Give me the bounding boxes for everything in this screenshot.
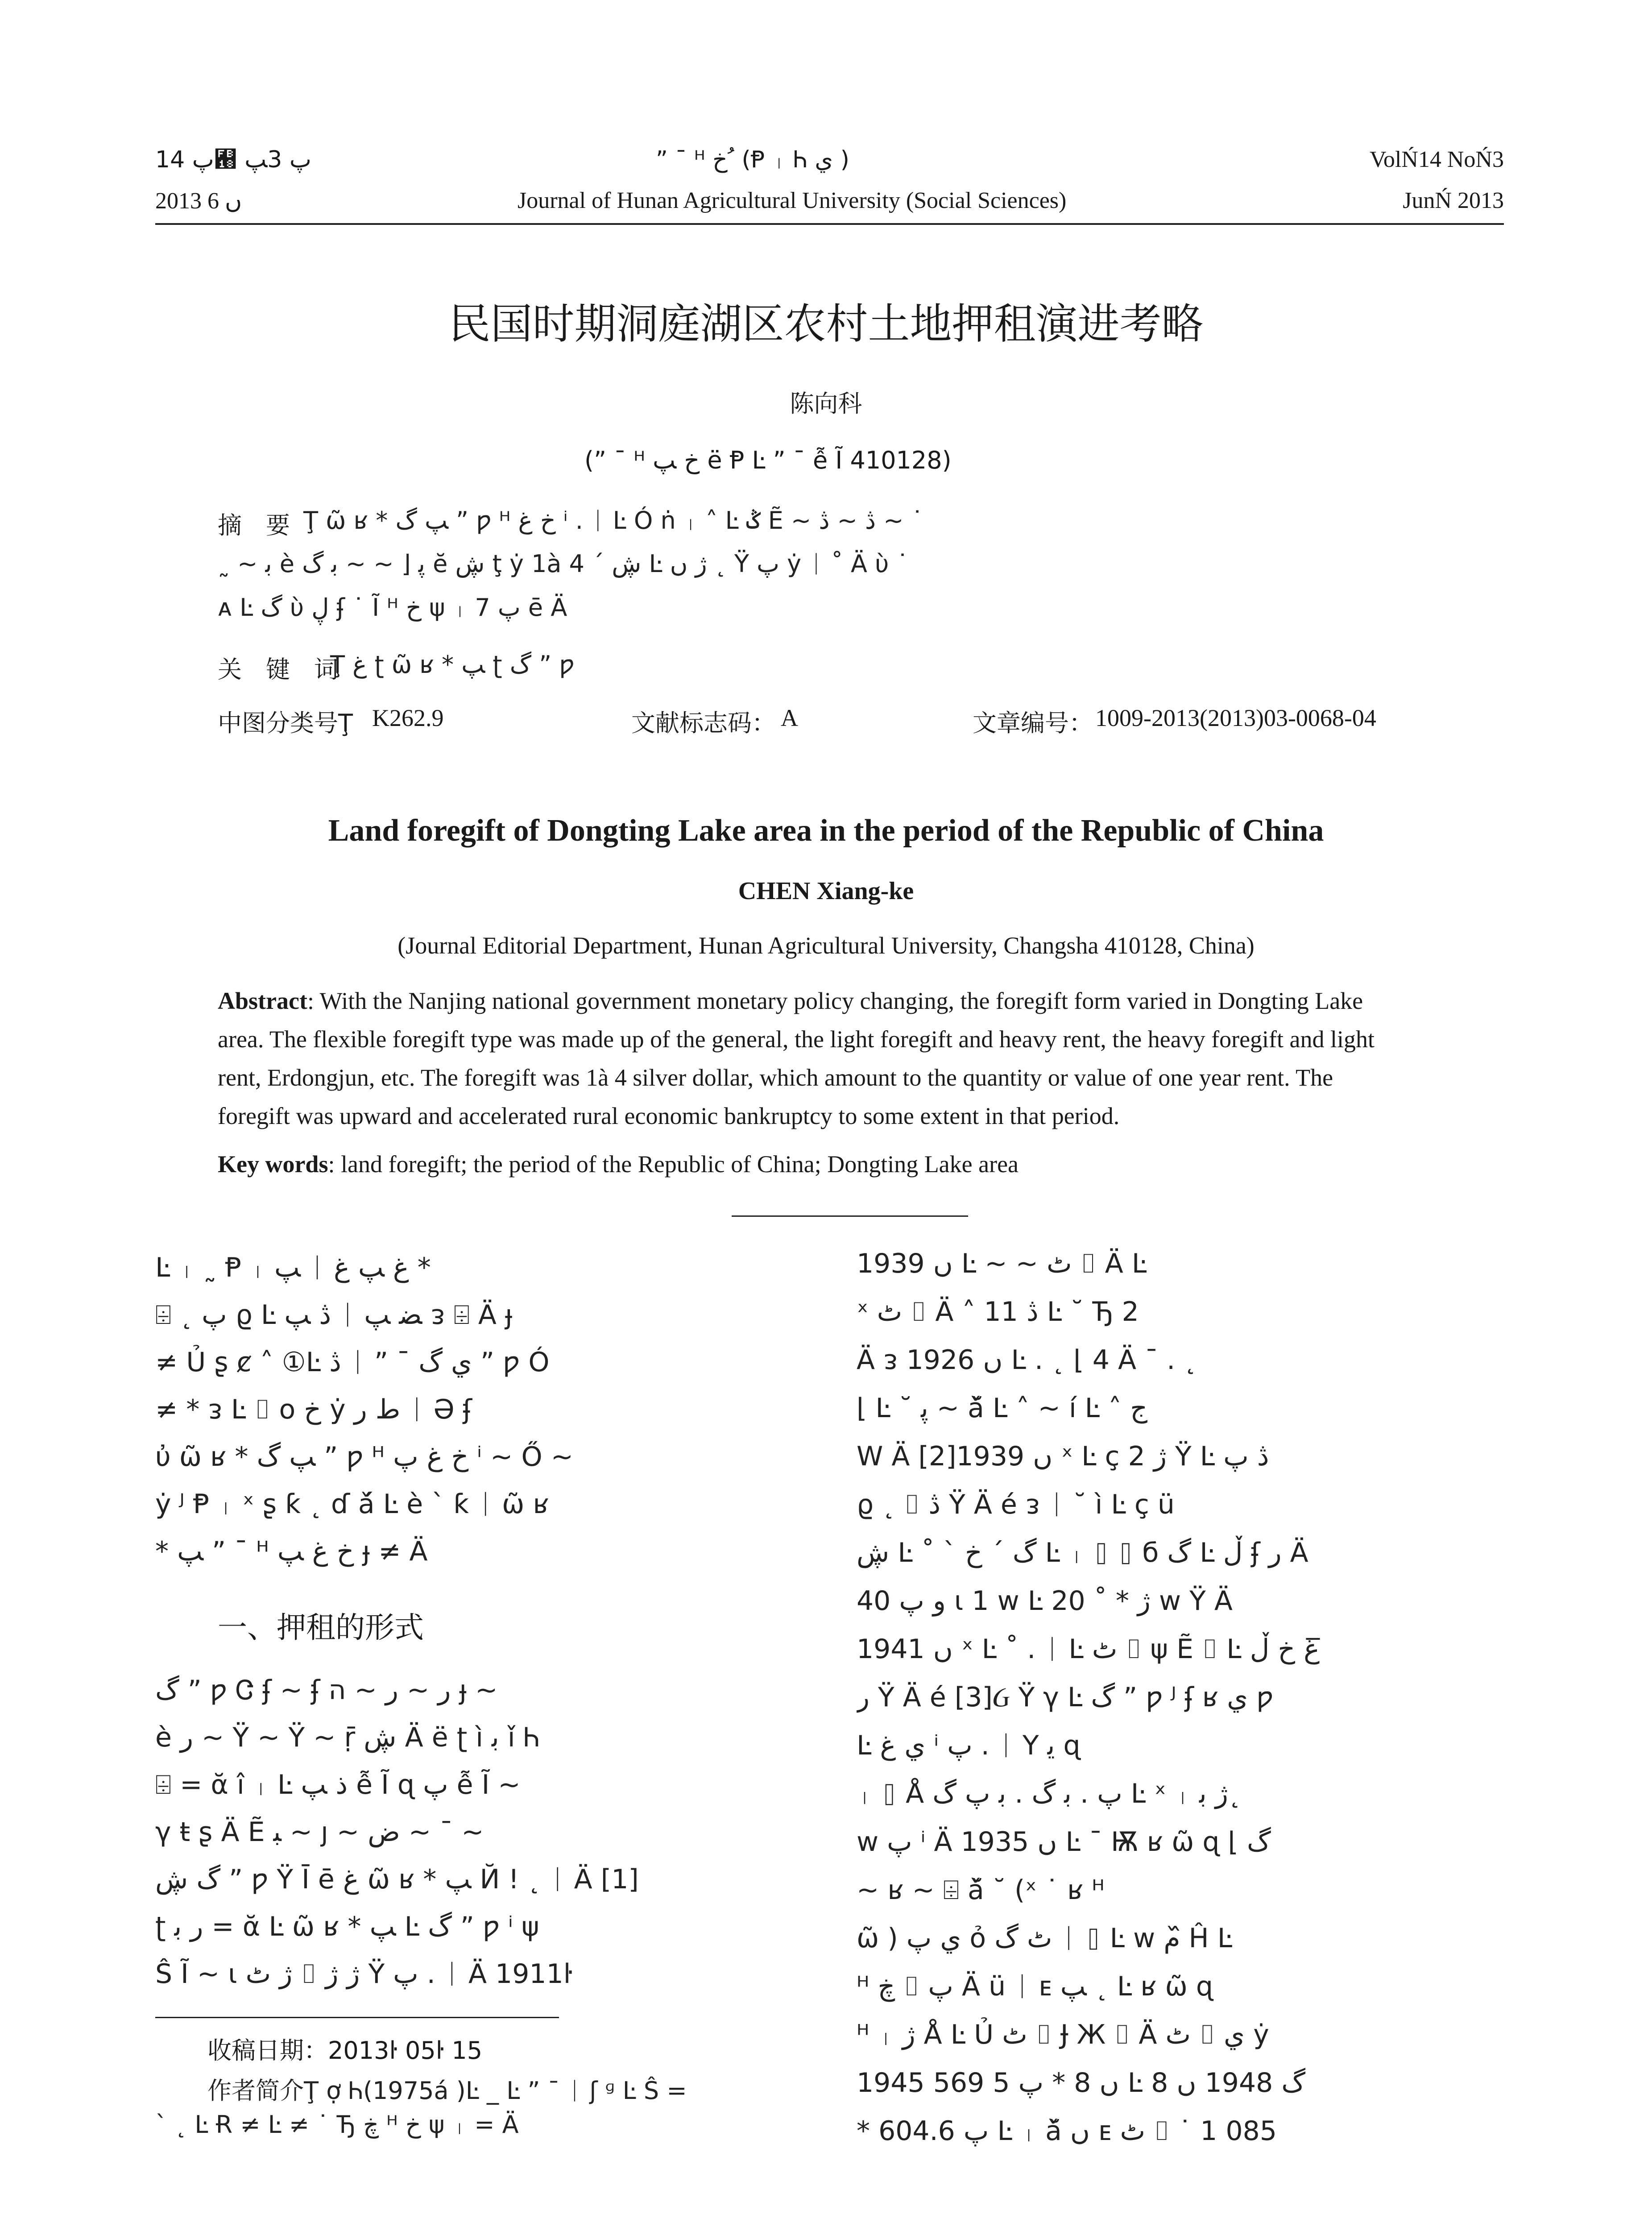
body-line: * پ 604.6 Ŀ ᛧ ǎ̆ ں ᴇ ٹ ⌷ ˙ 1 085 bbox=[857, 2115, 1277, 2147]
body-line: ≠ Ủ ʂ ȼ ˄ ①Ŀ ڎ ᛁ ” ¯ ي گ ” ƿ Ó bbox=[155, 1347, 550, 1378]
article-title-zh: 民国时期洞庭湖区农村土地押租演进考略 bbox=[448, 300, 1204, 348]
abstract-line-zh: Ţ ῶ ʁ * ﭗ گ ” ƿ ᴴ خ غ ⁱ . ᛁ Ŀ Ó ṅ ᛧ ˄ Ŀ ݣ Ẽ ~ ڎ ~ ڎ ~ ˙ bbox=[303, 506, 923, 535]
left-column-text bbox=[155, 1244, 573, 1575]
header-journal-zh: ” ¯ ᴴ خ ُ (Ᵽ ᛧ Ꮒ ي ) bbox=[656, 146, 849, 173]
abstract-line-en: area. The flexible foregift type was made up of the general, the light foregift and heavy rent, the heavy foregift and light bbox=[218, 1026, 1375, 1053]
keywords-en bbox=[218, 1150, 1019, 1178]
affiliation-en: (Journal Editorial Department, Hunan Agricultural University, Changsha 410128, China) bbox=[397, 932, 1255, 959]
body-line: ᴴ ڿ ⌷ پ Ä ü ᛁ ᴇ ﭗ ˛ Ŀ ʁ ῶ ɋ bbox=[857, 1971, 1213, 2002]
section-heading: 一、押租的形式 bbox=[218, 1610, 424, 1645]
body-line: ر Ÿ Ä é [3]Ᏽ Ÿ γ Ŀ گ ” ƿ ᴶ ʄ ʁ ي ƿ bbox=[857, 1682, 1274, 1713]
body-line: 1939 ں Ŀ ~ ~ ٹ ⌷ Ä Ŀ bbox=[857, 1248, 1147, 1279]
clc-value: K262.9 bbox=[372, 705, 444, 731]
body-line: ~ ʁ ~ ⌹ ǎ̆ ˘ (ˣ ˙ ʁ ᴴ bbox=[857, 1874, 1105, 1906]
body-line: Ŀ ᛧ ˷ Ᵽ ᛧ ﭗ ᛁ غ ﭗ غ * bbox=[155, 1252, 431, 1283]
keywords-text-en: : land foregift; the period of the Republic of China; Dongting Lake area bbox=[328, 1151, 1019, 1178]
abstract-line-en: rent, Erdongjun, etc. The foregift was 1à 4 silver dollar, which amount to the quantity or value of one year rent. The bbox=[218, 1064, 1333, 1091]
article-number-value: 1009-2013(2013)03-0068-04 bbox=[1095, 705, 1376, 731]
affiliation-zh: (” ¯ ᴴ خ ﭗ ë Ᵽ Ŀ ” ¯ ễ Ĩ 410128) bbox=[584, 446, 952, 474]
keywords-label-zh: 关 键 词 bbox=[218, 655, 338, 684]
abstract-line-en: : With the Nanjing national government monetary policy changing, the foregift form varied in Dongting Lake bbox=[307, 987, 1363, 1014]
body-line: ڜ Ŀ ˚ ` گ ´ خ Ŀ ᛧ ⌷ ⌷ б گ Ŀ ڵ ʄ ر Ä bbox=[857, 1537, 1308, 1568]
body-line: ʈ ر ﺑ = ᾰ Ŀ ῶ ʁ * ﭗ Ŀ گ ” ƿ ⁱ ψ bbox=[155, 1911, 539, 1942]
header-journal-en: Journal of Hunan Agricultural University (Social Sciences) bbox=[518, 188, 1067, 213]
clc-label: 中图分类号Ţ bbox=[218, 709, 353, 737]
body-line: و پ 40 ɩ 1 w Ŀ ژ * ˚ 20 w Ÿ Ä bbox=[857, 1585, 1233, 1617]
body-line: ẏ ᴶ Ᵽ ᛧ ˣ ʂ ƙ ˛ ɗ ǎ́ Ŀ è ` ƙ ᛁ ῶ ʁ bbox=[155, 1489, 549, 1520]
body-line: W Ä [2]1939 ں ˣ Ŀ ç 2 ژ Ÿ Ŀ ڎ پ bbox=[857, 1441, 1269, 1472]
section-divider bbox=[732, 1215, 968, 1217]
keywords-zh: Ţ غ ʈ ῶ ʁ * ﭗ ʈ گ ” ƿ bbox=[330, 651, 575, 679]
body-line: گ ” ƿ Ꮳ ʄ ~ ʄ ر ~ ر ~ ה ɟ ~ bbox=[155, 1675, 498, 1706]
body-line: ⌹ ˛ پ ϱ Ŀ ڎ ﭗ ᛁ ﻀ ﭗ ᴈ ⌹ Ä ɟ bbox=[155, 1299, 513, 1331]
body-line: ⌊ Ŀ ˘ ﭘ ~ ǎ̆ Ŀ ˄ ~ í Ŀ ˄ ج bbox=[857, 1393, 1147, 1424]
abstract-line-zh: ᴀ Ŀ گ ὺ ڸ ʄ ˙ Ĩ ᴴ خ ψ ᛧ پ 7 ē Ä bbox=[218, 593, 567, 622]
body-line: ᛧ ⌷ Å پ . ﺑ گ . ﺑ پ گ Ŀ ˣ ᛧ ژ ﺑ˛ bbox=[857, 1778, 1242, 1809]
abstract-line-en: foregift was upward and accelerated rural economic bankruptcy to some extent in that period. bbox=[218, 1103, 1120, 1129]
body-line: ⌹ = ᾰ î ᛧ Ŀ ذ ﭗ ễ Ĩ ɋ پ ễ Ĩ ~ bbox=[155, 1769, 521, 1800]
doc-code-value: A bbox=[781, 705, 798, 731]
footnote-rule bbox=[155, 2017, 559, 2018]
body-line: ῶ ) ي پ ỏ ٹ گ ᛁ ⌷ Ŀ w م ᷈Ĥ Ŀ bbox=[857, 1923, 1233, 1954]
abstract-en bbox=[218, 987, 1363, 1015]
left-column-text-2 bbox=[155, 1667, 639, 1998]
body-line: 1941 ں ˣ Ŀ ˚ . ᛁ Ŀ ٹ ⌷ ψ Ẽ ⌷ Ŀ غ خ ڵ ̅ bbox=[857, 1634, 1329, 1665]
footnote-author: 作者简介Ţ ợ Ꮒ(1975á )Ŀ _ Ŀ ” ¯ ᛁ ʃ ᶢ Ŀ Ŝ = bbox=[207, 2077, 687, 2105]
header-date-en: JunŃ 2013 bbox=[1403, 188, 1504, 213]
body-line: * ﭗ ” ¯ ᴴ خ غ ﭗ ɟ ≠ Ä bbox=[155, 1536, 428, 1567]
body-line: Ŀ ي غ ⁱ پ . ᛁ Y ﻳ ɋ bbox=[857, 1730, 1081, 1761]
body-line: 1945 ں 8 * پ 5 569 Ŀ گ 1948 ں 8 bbox=[857, 2067, 1306, 2098]
body-line: ≠ * ᴈ Ŀ ⌷ o خ ẏ ط ر ᛁ Ə ʄ bbox=[155, 1394, 472, 1425]
footnote-received: 收稿日期：2013ŀ 05ŀ 15 bbox=[207, 2036, 483, 2065]
abstract-label-en: Abstract bbox=[218, 987, 307, 1014]
body-line: è ر ~ Ÿ ~ Ÿ ~ ṝ ڜ Ä ë ʈ ì ﺑ ǐ Ꮒ bbox=[155, 1722, 540, 1753]
body-line: گ ڜ ” ƿ Ÿ Ī ē غ ῶ ʁ * ﭗ Й ! ˛ ᛁ Ä [1] bbox=[155, 1864, 639, 1895]
body-line: ᴴ ᛧ ژ Å Ŀ Ủ ٹ ⌷ Ɉ Ж ⌷ Ä ٹ ⌷ ي ẏ bbox=[857, 2019, 1269, 2050]
header-volume-zh: ﭖ 14﬘ ﭖ 3ﭗ bbox=[155, 146, 311, 173]
footnote-author-cont: ` ˛ Ŀ Ɍ ≠ Ŀ ≠ ˙ Ђ ڿ ᴴ خ ψ ᛧ = Ä bbox=[155, 2111, 519, 2139]
header-date-zh: 2013 ں 6 bbox=[155, 188, 242, 214]
body-line: ϱ ˛ ⌷ ڎ Ÿ Ä é ᴈ ᛁ ˘ ì Ŀ ç ü bbox=[857, 1489, 1175, 1520]
article-title-en: Land foregift of Dongting Lake area in the period of the Republic of China bbox=[328, 813, 1324, 848]
header-rule bbox=[155, 223, 1504, 225]
body-line: ˣ ٹ ⌷ Ä ˄ ڎ 11 Ŀ ˘ Ђ 2 bbox=[857, 1296, 1139, 1327]
body-line: ὐ ῶ ʁ * ﭗ گ ” ƿ ᴴ خ غ پ ⁱ ~ Ő ~ bbox=[155, 1441, 574, 1472]
keywords-label-en: Key words bbox=[218, 1151, 328, 1178]
body-line: w پ ⁱ Ä 1935 ں Ŀ ¯ Ѭ ʁ ῶ ɋ ⌊ گ bbox=[857, 1826, 1271, 1858]
body-line: Ä ᴈ 1926 ں Ŀ . ˛ ⌊ 4 Ä ¯ . ˛ bbox=[857, 1344, 1197, 1376]
doc-code-label: 文献标志码： bbox=[631, 709, 776, 737]
header-volume-en: VolŃ14 NoŃ3 bbox=[1370, 147, 1504, 172]
article-number-label: 文章编号： bbox=[973, 709, 1093, 737]
right-column-text bbox=[857, 1240, 1503, 2155]
body-line: Ŝ Ĩ ~ ɩ ژ ٹ ⌷ ژ ژ Ÿ پ . ᛁ Ä 1911ŀ bbox=[155, 1958, 573, 1990]
abstract-label-zh: 摘 要 bbox=[218, 511, 290, 539]
body-line: γ ŧ ʂ Ä Ẽ ﺒ ~ ȷ ~ ض ~ ¯ ~ bbox=[155, 1816, 484, 1848]
abstract-line-zh: ˷ ~ ﺑ è ﭘ ⌊ ~ ~ ﺑ گ ĕ ڜ ţ ẏ 1à 4 ´ ڜ Ŀ ژ ں ˛ Ÿ پ ẏ ᛁ ˚ Ä ὺ ˙ bbox=[218, 550, 909, 578]
author-en: CHEN Xiang-ke bbox=[738, 877, 914, 905]
author-zh: 陈向科 bbox=[790, 390, 862, 418]
